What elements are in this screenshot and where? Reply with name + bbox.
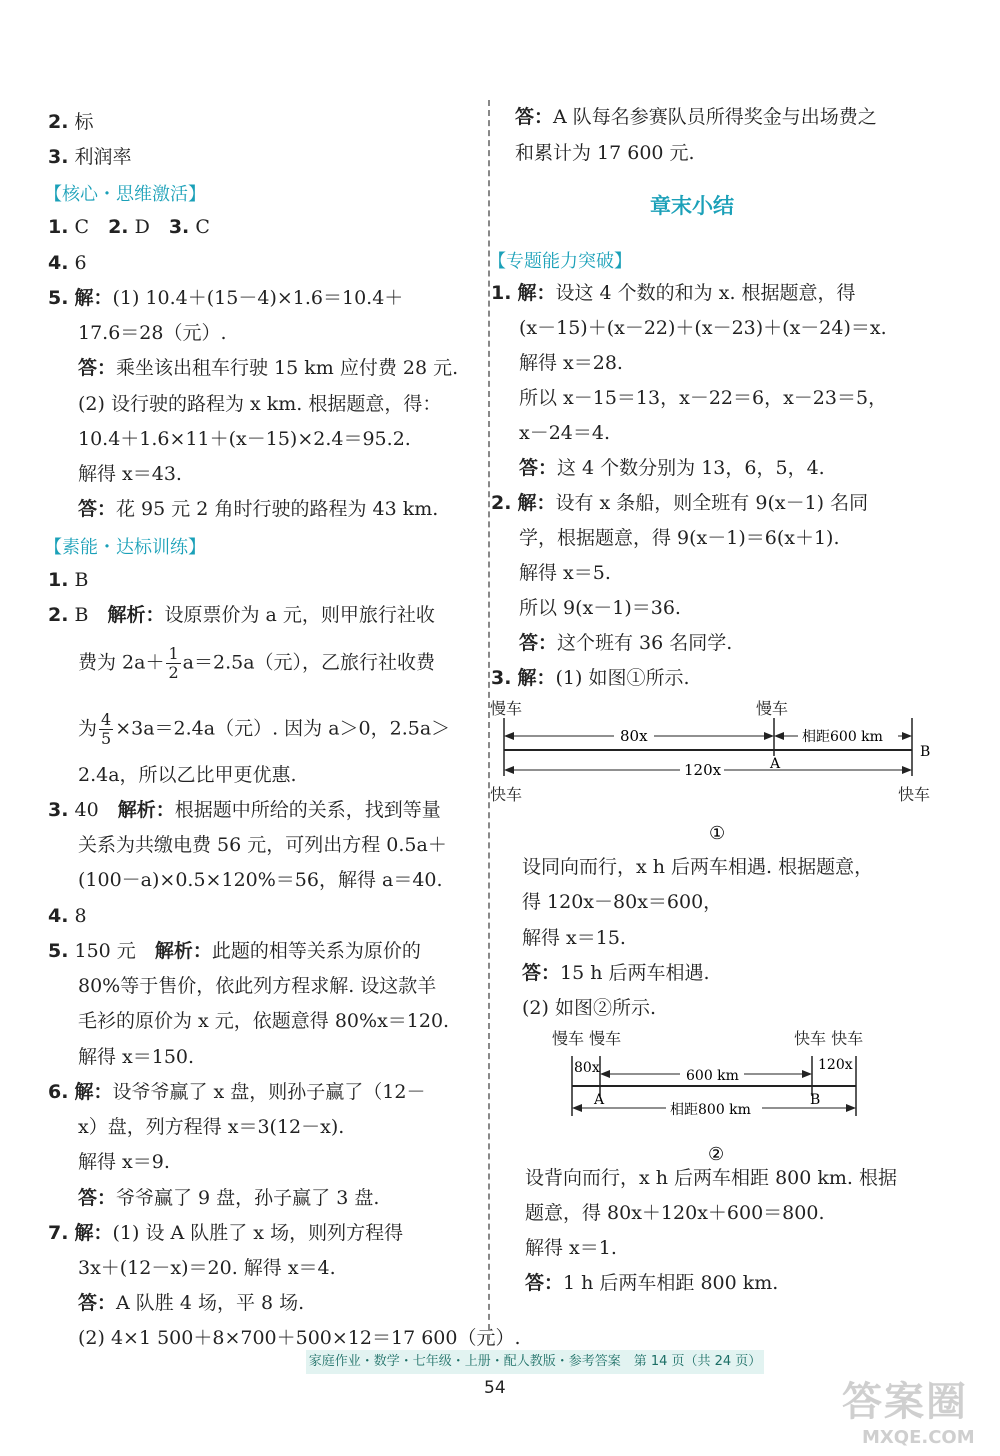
answer-line: 80%等于售价，依此列方程求解. 设这款羊 <box>78 975 437 997</box>
answer-line: 2. B 解析：设原票价为 a 元，则甲旅行社收 <box>48 604 435 626</box>
answer-line: 3. 40 解析：根据题中所给的关系，找到等量 <box>48 799 441 821</box>
point-b-label: B <box>810 1092 821 1108</box>
answer-line: 解得 x＝9. <box>78 1151 170 1173</box>
answer-line: 5. 150 元 解析：此题的相等关系为原价的 <box>48 940 421 962</box>
answer-line: 答：爷爷赢了 9 盘，孙子赢了 3 盘. <box>78 1187 380 1209</box>
fraction: $\frac{1}{2}$ <box>168 644 179 682</box>
fraction: $\frac{4}{5}$ <box>101 710 112 748</box>
answer-line: 答：A 队每名参赛队员所得奖金与出场费之 <box>515 106 877 128</box>
section-heading: 【核心・思维激活】 <box>44 184 206 205</box>
answer-line: 解得 x＝150. <box>78 1046 195 1068</box>
distance-label: 120x <box>684 761 722 779</box>
answer-line: 解得 x＝5. <box>519 562 611 584</box>
figure-1-same-direction <box>486 696 940 846</box>
figure-number: ② <box>708 1144 725 1165</box>
answer-line: 3x＋(12－x)＝20. 解得 x＝4. <box>78 1257 336 1279</box>
answer-line: 题意，得 80x＋120x＋600＝800. <box>525 1202 825 1224</box>
answer-line: x－24＝4. <box>519 422 611 444</box>
answer-line: 学，根据题意，得 9(x－1)＝6(x＋1). <box>519 527 840 549</box>
answer-line: 5. 解：(1) 10.4＋(15－4)×1.6＝10.4＋ <box>48 287 404 309</box>
answer-line: (x－15)＋(x－22)＋(x－23)＋(x－24)＝x. <box>519 317 887 339</box>
chapter-summary-title: 章末小结 <box>650 194 734 218</box>
answer-line: (2) 如图②所示. <box>522 997 656 1019</box>
answer-line: 3. 利润率 <box>48 146 132 168</box>
answer-line: 3. 解：(1) 如图①所示. <box>491 667 690 689</box>
answer-line: 17.6＝28（元）. <box>78 322 227 344</box>
answer-line: 7. 解：(1) 设 A 队胜了 x 场，则列方程得 <box>48 1222 404 1244</box>
slow-car-label: 慢车 <box>756 699 789 718</box>
slow-car-label: 慢车 慢车 <box>552 1029 622 1048</box>
answer-line: 答：这 4 个数分别为 13，6，5，4. <box>519 457 825 479</box>
answer-line: 为 $\frac{4}{5}$ ×3a＝2.4a（元）. 因为 a＞0，2.5a＞ <box>78 710 451 748</box>
answer-line: 答：15 h 后两车相遇. <box>522 962 710 984</box>
answer-line: 关系为共缴电费 56 元，可列出方程 0.5a＋ <box>78 834 447 856</box>
answer-line: (2) 4×1 500＋8×700＋500×12＝17 600（元）. <box>78 1327 521 1349</box>
distance-label: 120x <box>818 1057 853 1073</box>
answer-line: 1. C 2. D 3. C <box>48 216 210 238</box>
figure-number: ① <box>709 823 726 844</box>
answer-line: 10.4＋1.6×11＋(x－15)×2.4＝95.2. <box>78 428 411 450</box>
slow-car-label: 慢车 <box>490 699 523 718</box>
answer-line: 所以 x－15＝13，x－22＝6，x－23＝5， <box>519 387 888 409</box>
watermark-logo: 答案圈 MXQE.COM <box>842 1379 975 1448</box>
answer-line: 费为 2a＋ $\frac{1}{2}$ a＝2.5a（元），乙旅行社收费 <box>78 644 436 682</box>
answer-line: 答：这个班有 36 名同学. <box>519 632 733 654</box>
answer-line: 解得 x＝28. <box>519 352 623 374</box>
figure-2-opposite-direction <box>540 1024 890 1170</box>
answer-line: 4. 6 <box>48 252 87 274</box>
page-footer: 家庭作业・数学・七年级・上册・配人教版・参考答案 第 14 页（共 24 页） <box>306 1350 764 1374</box>
answer-line: 答：乘坐该出租车行驶 15 km 应付费 28 元. <box>78 357 459 379</box>
distance-label: 相距800 km <box>670 1102 751 1118</box>
answer-line: 和累计为 17 600 元. <box>515 142 695 164</box>
answer-line: 得 120x－80x＝600， <box>522 891 723 913</box>
answer-line: 答：1 h 后两车相距 800 km. <box>525 1272 779 1294</box>
answer-line: x）盘，列方程得 x＝3(12－x). <box>78 1116 345 1138</box>
answer-line: (100－a)×0.5×120%＝56，解得 a＝40. <box>78 869 443 891</box>
point-b-label: B <box>920 744 931 760</box>
answer-line: 答：花 95 元 2 角时行驶的路程为 43 km. <box>78 498 439 520</box>
answer-line: 解得 x＝15. <box>522 927 626 949</box>
answer-line: 1. 解：设这 4 个数的和为 x. 根据题意，得 <box>491 282 856 304</box>
section-heading: 【专题能力突破】 <box>488 251 632 272</box>
answer-line: 2. 标 <box>48 111 94 133</box>
distance-label: 80x <box>574 1060 600 1076</box>
answer-line: 2.4a，所以乙比甲更优惠. <box>78 764 297 786</box>
fast-car-label: 快车 <box>898 785 931 804</box>
point-a-label: A <box>770 756 781 772</box>
answer-line: 答：A 队胜 4 场，平 8 场. <box>78 1292 305 1314</box>
fast-car-label: 快车 <box>490 785 523 804</box>
answer-line: 所以 9(x－1)＝36. <box>519 597 681 619</box>
answer-line: (2) 设行驶的路程为 x km. 根据题意，得： <box>78 393 442 415</box>
answer-line: 6. 解：设爷爷赢了 x 盘，则孙子赢了（12－ <box>48 1081 426 1103</box>
answer-line: 设同向而行，x h 后两车相遇. 根据题意， <box>522 856 874 878</box>
answer-line: 设背向而行，x h 后两车相距 800 km. 根据 <box>525 1167 897 1189</box>
answer-line: 2. 解：设有 x 条船，则全班有 9(x－1) 名同 <box>491 492 869 514</box>
distance-label: 600 km <box>686 1068 739 1084</box>
distance-label: 相距600 km <box>802 729 883 745</box>
answer-line: 毛衫的原价为 x 元，依题意得 80%x＝120. <box>78 1010 450 1032</box>
distance-label: 80x <box>620 727 648 745</box>
point-a-label: A <box>594 1092 605 1108</box>
answer-line: 解得 x＝1. <box>525 1237 617 1259</box>
answer-line: 4. 8 <box>48 905 87 927</box>
fast-car-label: 快车 快车 <box>794 1029 864 1048</box>
section-heading: 【素能・达标训练】 <box>44 537 206 558</box>
answer-line: 解得 x＝43. <box>78 463 182 485</box>
answer-line: 1. B <box>48 569 89 591</box>
page-number: 54 <box>484 1378 506 1398</box>
